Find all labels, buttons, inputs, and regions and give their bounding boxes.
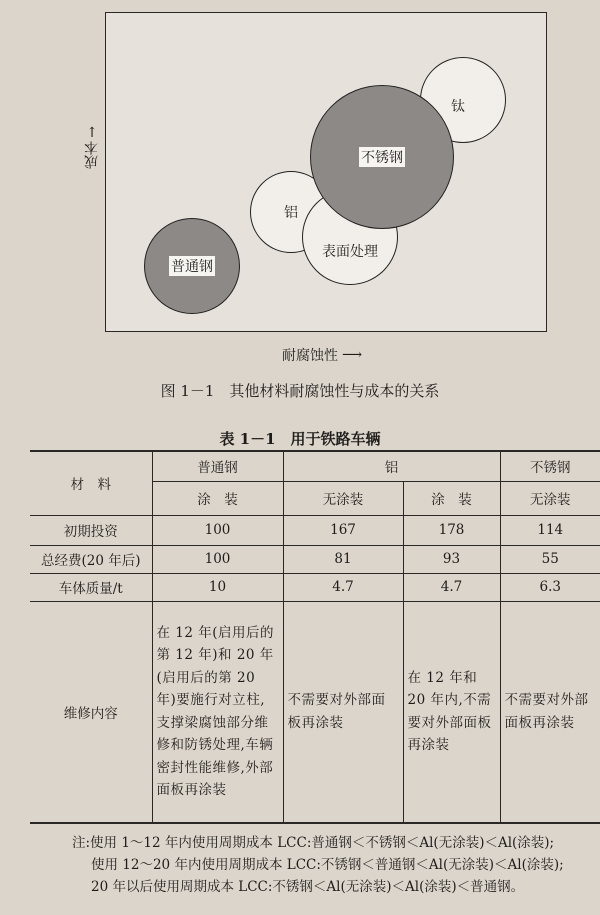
cost-corrosion-diagram — [105, 12, 547, 332]
cell: 4.7 — [403, 573, 500, 601]
row-label: 总经费(20 年后) — [30, 545, 152, 573]
railway-vehicle-table — [30, 450, 600, 824]
cell: 100 — [152, 515, 283, 545]
cell: 81 — [283, 545, 403, 573]
arrow-right-icon: ⟶ — [342, 347, 363, 363]
cell: 4.7 — [283, 573, 403, 601]
x-axis-text: 耐腐蚀性 — [282, 348, 338, 364]
cell: 10 — [152, 573, 283, 601]
note-line: 注:使用 1～12 年内使用周期成本 LCC:普通钢＜不锈钢＜Al(无涂装)＜Al(涂装); — [72, 835, 555, 851]
header-material: 材 料 — [30, 451, 152, 515]
cell: 不需要对外部面板再涂装 — [283, 601, 403, 823]
label-surface-treatment: 表面处理 — [322, 244, 378, 260]
note-line: 20 年以后使用周期成本 LCC:不锈钢＜Al(无涂装)＜Al(涂装)＜普通钢。 — [91, 879, 525, 895]
row-label: 车体质量/t — [30, 573, 152, 601]
subheader: 无涂装 — [500, 481, 600, 515]
cell: 178 — [403, 515, 500, 545]
figure-caption: 图 1－1 其他材料耐腐蚀性与成本的关系 — [160, 382, 440, 400]
cell: 167 — [283, 515, 403, 545]
cell: 55 — [500, 545, 600, 573]
cell: 在 12 年和 20 年内,不需要对外部面板再涂装 — [403, 601, 500, 823]
subheader: 涂 装 — [152, 481, 283, 515]
table-title: 表 1－1 用于铁路车辆 — [219, 430, 381, 448]
cell: 100 — [152, 545, 283, 573]
header-aluminum: 铝 — [283, 451, 500, 481]
circle-stainless-steel — [310, 85, 454, 229]
table-notes — [72, 832, 564, 898]
cell: 114 — [500, 515, 600, 545]
label-titanium: 钛 — [451, 99, 465, 115]
x-axis-label — [282, 345, 362, 365]
label-stainless-steel: 不锈钢 — [359, 147, 405, 167]
circle-ordinary-steel — [144, 218, 240, 314]
header-ordinary-steel: 普通钢 — [152, 451, 283, 481]
table-row — [30, 573, 600, 601]
label-ordinary-steel: 普通钢 — [169, 256, 215, 276]
label-aluminum: 铝 — [284, 205, 298, 221]
table-row — [30, 545, 600, 573]
cell: 在 12 年(启用后的第 12 年)和 20 年(启用后的第 20 年)要施行对立柱,支撑梁腐蚀部分维修和防锈处理,车辆密封性能维修,外部面板再涂装 — [152, 601, 283, 823]
table-row-maintenance — [30, 601, 600, 823]
header-stainless: 不锈钢 — [500, 451, 600, 481]
arrow-up-icon: ↑ — [86, 125, 98, 141]
row-label: 初期投资 — [30, 515, 152, 545]
cell: 不需要对外部面板再涂装 — [500, 601, 600, 823]
subheader: 涂 装 — [403, 481, 500, 515]
subheader: 无涂装 — [283, 481, 403, 515]
table-row — [30, 515, 600, 545]
cell: 6.3 — [500, 573, 600, 601]
cell: 93 — [403, 545, 500, 573]
note-line: 使用 12～20 年内使用周期成本 LCC:不锈钢＜普通钢＜Al(无涂装)＜Al(涂装); — [91, 857, 564, 873]
row-label: 维修内容 — [30, 601, 152, 823]
y-axis-label — [82, 125, 102, 169]
y-axis-text: 成本 — [84, 141, 100, 169]
